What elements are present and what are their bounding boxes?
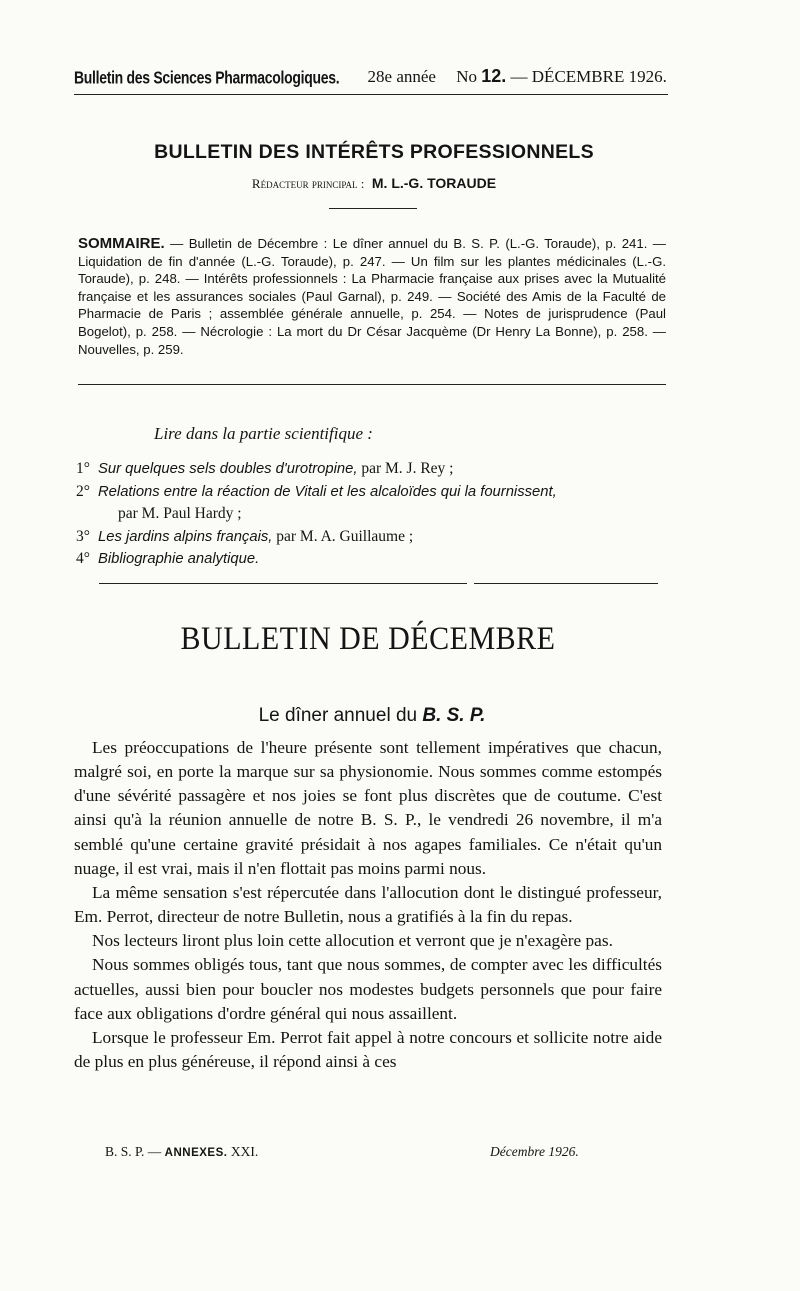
paragraph: Nos lecteurs liront plus loin cette allocution et verront que je n'exagère pas. <box>92 931 613 951</box>
list-item-author: par M. J. Rey ; <box>361 460 454 477</box>
list-item <box>76 548 676 571</box>
list-item-number: 1° <box>76 460 90 477</box>
footer-date <box>490 1144 579 1160</box>
list-item-title: Sur quelques sels doubles d'urotropine, <box>98 461 358 477</box>
paragraph: Lorsque le professeur Em. Perrot fait appel à notre concours et sollicite notre aide de plus en plus généreuse, il répond ainsi à ces <box>74 1027 662 1072</box>
list-item-number: 2° <box>76 482 90 500</box>
issue-date: — DÉCEMBRE 1926. <box>510 67 667 86</box>
summary-rule <box>78 384 666 385</box>
paragraph: Les préoccupations de l'heure présente sont tellement impératives que chacun, malgré soi, en porte la marque sur sa physionomie. Nous sommes comme estompés d'une sévérité passagère et nos joies se font plus discrètes que de coutume. C'est ainsi qu'à la réunion annuelle de notre B. S. P., le vendredi 26 novembre, il m'a semblé qu'une certaine gravité présidait à nos agapes familiales. Ce n'était qu'un nuage, il est vrai, mais il n'en flottait pas moins parmi nous. <box>74 738 662 878</box>
year-of-publication: 28e année <box>367 67 436 86</box>
issue-number-prefix: No <box>456 67 477 86</box>
editor-name: M. L.-G. TORAUDE <box>371 175 497 191</box>
section-divider-right <box>474 583 658 584</box>
article-title-text: Le dîner annuel du <box>258 705 418 726</box>
list-item <box>76 526 676 549</box>
list-item <box>76 458 676 481</box>
article-title <box>0 705 744 727</box>
list-item-number: 4° <box>76 550 90 567</box>
paragraph: La même sensation s'est répercutée dans l'allocution dont le distingué professeur, Em. Perrot, directeur de notre Bulletin, nous a gratifiés à la fin du repas. <box>74 882 662 927</box>
section-divider-left <box>99 583 467 584</box>
section-title: BULLETIN DES INTÉRÊTS PROFESSIONNELS <box>154 141 594 163</box>
issue-number <box>456 67 667 86</box>
bulletin-title: BULLETIN DE DÉCEMBRE <box>180 620 556 657</box>
list-item-number: 3° <box>76 527 90 545</box>
journal-title: Bulletin des Sciences Pharmacologiques. <box>74 67 340 87</box>
paragraph: Nous sommes obligés tous, tant que nous sommes, de compter avec les difficultés actuelles, aussi bien pour boucler nos modestes budgets personnels que pour faire face aux obligations d'ordre général qui nous assaillent. <box>74 955 662 1023</box>
list-item-title: Relations entre la réaction de Vitali et les alcaloïdes qui la fournissent, <box>98 483 557 500</box>
list-item-title: Les jardins alpins français, <box>98 528 273 545</box>
footer-sheet-number: XXI. <box>230 1144 259 1159</box>
list-item-title: Bibliographie analytique. <box>98 551 260 567</box>
scientific-part-list <box>76 458 676 571</box>
editor-line <box>0 175 748 193</box>
summary-block <box>78 235 666 358</box>
short-divider <box>329 208 417 209</box>
list-item-author: par M. A. Guillaume ; <box>276 527 414 545</box>
scientific-part-heading: Lire dans la partie scientifique : <box>154 424 373 443</box>
running-head <box>74 66 666 87</box>
header-rule <box>74 94 668 95</box>
article-title-abbrev: B. S. P. <box>422 705 486 726</box>
footer-journal-abbrev: B. S. P. — <box>105 1144 162 1159</box>
footer-annexes: ANNEXES. <box>164 1147 228 1159</box>
issue-number-value: 12. <box>481 66 507 86</box>
footer-left <box>105 1144 258 1160</box>
list-item-author: par M. Paul Hardy ; <box>118 505 242 522</box>
summary-heading: SOMMAIRE. <box>78 235 165 252</box>
list-item <box>76 481 676 526</box>
summary-text: — Bulletin de Décembre : Le dîner annuel du B. S. P. (L.-G. Toraude), p. 241. — Liquidation de fin d'année (L.-G. Toraude), p. 247. — Un film sur les plantes médicinales (L.-G. Toraude), p. 248. — Intérêts professionnels : La Pharmacie française aux prises avec la Mutualité française et les assurances sociales (Paul Garnal), p. 249. — Société des Amis de la Faculté de Pharmacie de Paris ; assemblée générale annuelle, p. 254. — Notes de jurisprudence (Paul Bogelot), p. 258. — Nécrologie : La mort du Dr César Jacquème (Dr Henry La Bonne), p. 258. — Nouvelles, p. 259. <box>78 236 666 357</box>
article-body <box>74 736 662 1074</box>
editor-label: Rédacteur principal : <box>251 176 365 191</box>
footer-date-text: Décembre 1926. <box>490 1144 579 1159</box>
